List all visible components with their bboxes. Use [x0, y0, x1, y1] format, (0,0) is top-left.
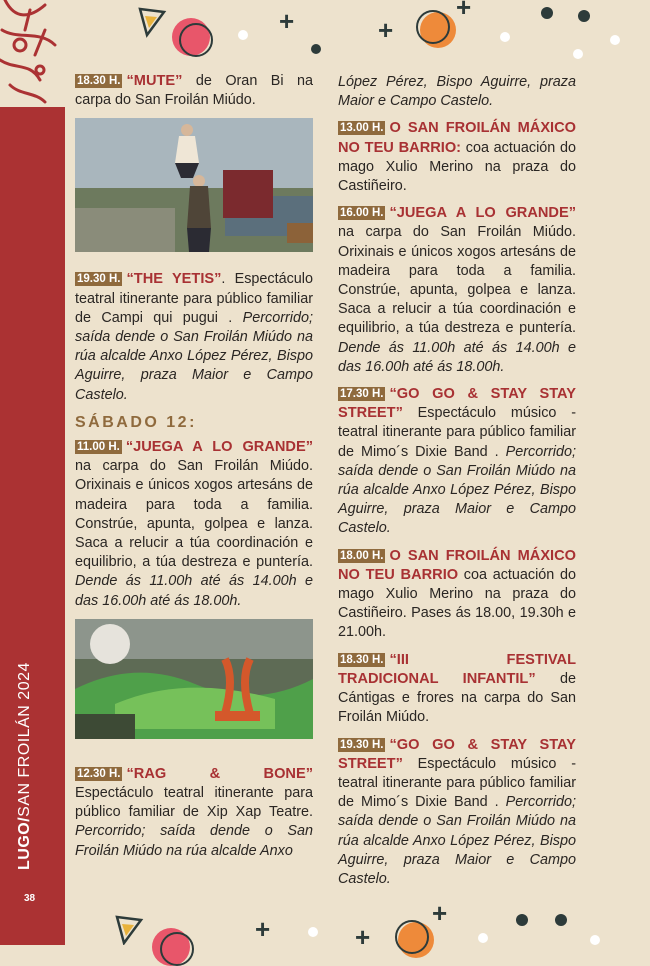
dot-decoration — [610, 35, 620, 45]
event-route: Percorrido; saída dende o San Froilán Miúdo na rúa alcalde Anxo López Pérez, Bispo Aguirre, praza Maior e Campo Castelo. — [75, 309, 313, 403]
event-entry — [338, 119, 576, 196]
continued-text: López Pérez, Bispo Aguirre, praza Maior e Campo Castelo. — [338, 74, 576, 110]
event-time: 11.00 H. — [77, 441, 120, 454]
left-column — [75, 72, 313, 869]
event-schedule: Dende ás 11.00h até ás 14.00h e das 16.00h até ás 18.00h. — [338, 339, 576, 375]
puppet-show-photo — [75, 619, 313, 739]
dot-decoration — [555, 914, 567, 926]
event-time: 18.00 H. — [340, 549, 384, 562]
event-entry — [75, 438, 313, 611]
event-time: 12.30 H. — [77, 767, 121, 780]
event-title: “JUEGA A LO GRANDE” — [125, 439, 313, 456]
event-entry — [338, 204, 576, 377]
vertical-publication-title — [16, 662, 34, 870]
triangle-decoration-icon — [114, 914, 144, 945]
event-entry — [75, 270, 313, 404]
acrobats-photo — [75, 118, 313, 252]
event-title: “GO GO & STAY STAY STREET” — [338, 386, 576, 422]
event-description: Espectáculo músico - teatral itinerante para público familiar de Mimo´s Dixie Band . — [338, 755, 576, 811]
ring-decoration — [179, 23, 213, 57]
dot-decoration — [238, 30, 248, 40]
brand-label: LUGO/ — [16, 816, 33, 870]
event-route: Percorrido; saída dende o San Froilán Miúdo na rúa alcalde Anxo López Pérez, Bispo Aguirre, praza Maior e Campo Castelo. — [338, 794, 576, 887]
event-time: 16.00 H. — [340, 207, 384, 220]
event-entry — [338, 736, 576, 890]
dot-decoration — [311, 44, 321, 54]
event-title: “III FESTIVAL TRADICIONAL INFANTIL” — [338, 651, 576, 687]
event-description: na carpa do San Froilán Miúdo. Orixinais e únicos xogos artesáns de madeira para toda a familia. Constrúe, apunta, golpea e lanza. Saca a relucir a túa coordinación e equilibrio, a túa destreza e puntería. — [338, 224, 576, 337]
event-description: na carpa do San Froilán Miúdo. Orixinais e únicos xogos artesáns de madeira para toda a familia. Constrúe, apunta, golpea e lanza. Saca a relucir a túa coordinación e equilibrio, a túa destreza e puntería. — [75, 458, 313, 571]
dot-decoration — [308, 927, 318, 937]
octopus-illustration — [0, 0, 66, 110]
plus-decoration-icon: + — [378, 15, 394, 45]
event-description: coa actuación do mago Xulio Merino na praza do Castiñeiro. Pases ás 18.00, 19.30h e 21.00h. — [338, 566, 576, 641]
dot-decoration — [500, 32, 510, 42]
event-time: 17.30 H. — [340, 388, 384, 401]
event-time: 18.30 H. — [77, 75, 121, 87]
event-entry — [338, 547, 576, 643]
page-number: 38 — [24, 893, 36, 904]
ring-decoration — [416, 10, 450, 44]
dot-decoration — [478, 933, 488, 943]
event-description: Espectáculo músico - teatral itinerante para público familiar de Mimo´s Dixie Band . — [338, 405, 576, 460]
plus-decoration-icon: + — [255, 914, 271, 944]
event-time: 18.30 H. — [340, 653, 384, 666]
right-column — [338, 73, 576, 897]
plus-decoration-icon: + — [355, 922, 371, 952]
event-title: “GO GO & STAY STAY STREET” — [338, 736, 576, 772]
event-title: “MUTE” — [126, 73, 183, 89]
event-entry — [75, 765, 313, 861]
plus-decoration-icon: + — [432, 898, 448, 928]
event-time: 13.00 H. — [340, 122, 384, 135]
event-title: “RAG & BONE” — [126, 765, 313, 782]
event-title: “THE YETIS” — [126, 271, 222, 288]
plus-decoration-icon: + — [279, 6, 295, 36]
event-time: 19.30 H. — [77, 273, 121, 286]
dot-decoration — [578, 10, 590, 22]
event-entry — [338, 651, 576, 728]
event-title: O SAN FROILÁN MÁXICO NO TEU BARRIO: — [338, 120, 576, 156]
event-description: de Cántigas e frores na carpa do San Froilán Miúdo. — [338, 670, 576, 726]
event-time: 19.30 H. — [340, 738, 384, 751]
event-route: Percorrido; saída dende o San Froilán Miúdo na rúa alcalde Anxo López Pérez, Bispo Aguirre, praza Maior e Campo Castelo. — [338, 443, 576, 537]
dot-decoration — [590, 935, 600, 945]
event-description: coa actuación do mago Xulio Merino na praza do Castiñeiro. — [338, 139, 576, 195]
event-title: SAN FROILÁN 2024 — [16, 662, 33, 817]
dot-decoration — [541, 7, 553, 19]
event-description: de Oran Bi na carpa do San Froilán Miúdo. — [75, 73, 313, 109]
day-heading: SÁBADO 12: — [75, 413, 197, 431]
dot-decoration — [516, 914, 528, 926]
event-entry — [338, 385, 576, 539]
event-title: “JUEGA A LO GRANDE” — [389, 205, 576, 222]
triangle-decoration-icon — [137, 6, 167, 38]
event-route: Percorrido; saída dende o San Froilán Miúdo na rúa alcalde Anxo — [75, 823, 313, 859]
dot-decoration — [573, 49, 583, 59]
event-title: O SAN FROILÁN MÁXICO NO TEU BARRIO — [338, 547, 576, 583]
event-description: . Espectáculo teatral itinerante para público familiar de Campi qui pugui . — [75, 271, 313, 326]
ring-decoration — [160, 932, 194, 966]
event-entry — [75, 72, 313, 110]
event-description: Espectáculo teatral itinerante para público familiar de Xip Xap Teatre. — [75, 785, 313, 821]
plus-decoration-icon: + — [456, 0, 472, 22]
ring-decoration — [395, 920, 429, 954]
event-schedule: Dende ás 11.00h até ás 14.00h e das 16.00h até ás 18.00h. — [75, 573, 313, 609]
